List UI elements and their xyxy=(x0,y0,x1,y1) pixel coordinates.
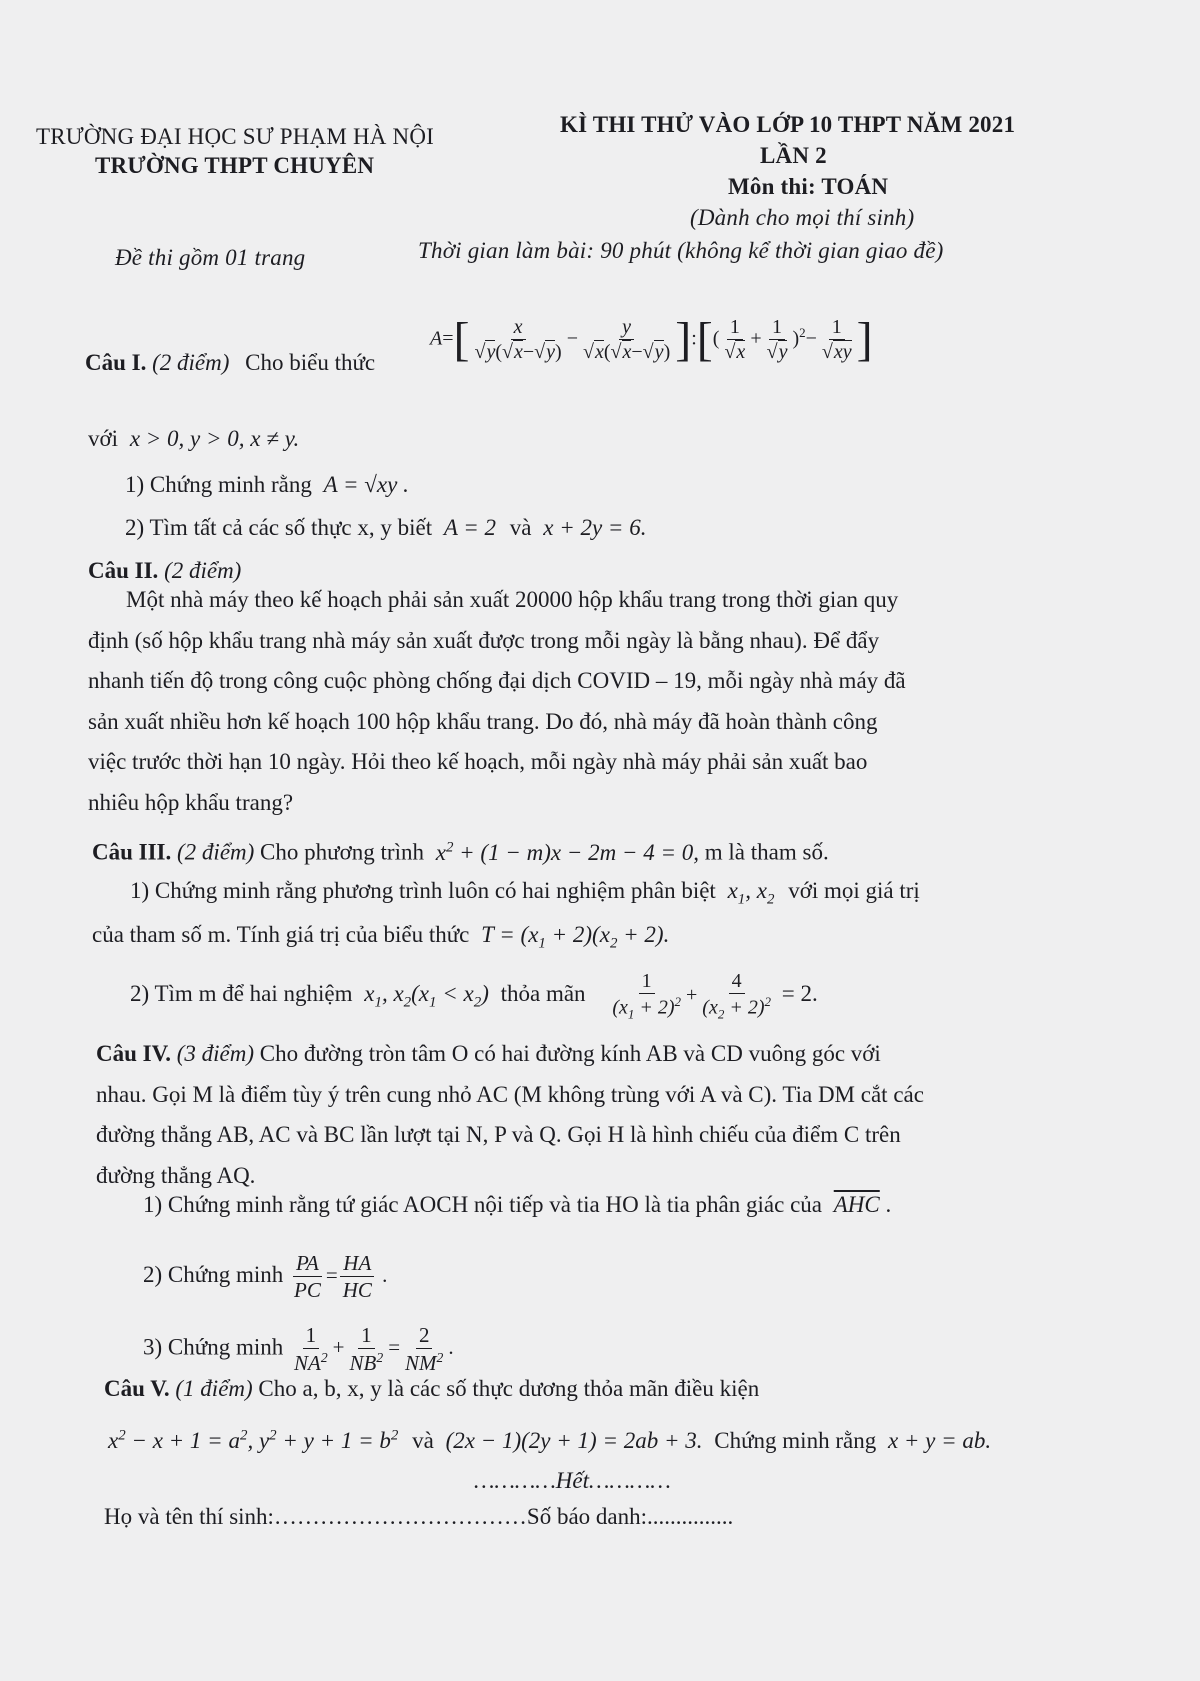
q2-points: (2 điểm) xyxy=(164,558,242,583)
exam-subject: Môn thi: TOÁN xyxy=(728,174,889,199)
q1-part2-text: 2) Tìm tất cả các số thực x, y biết xyxy=(125,515,433,540)
q2-body xyxy=(88,580,1070,823)
q1-condition xyxy=(88,424,299,454)
q4-line: Cho đường tròn tâm O có hai đường kính AB và CD vuông góc với xyxy=(259,1041,881,1066)
q4-part1-text: 1) Chứng minh rằng tứ giác AOCH nội tiếp và tia HO là tia phân giác của xyxy=(143,1192,822,1217)
q1-expression: A=[ $\frac{x}{√y(√x-√y)}$ − $\frac{y}{√x(√x-√y)}$ ]:[( $\frac{1}{√x}$ + $\frac{1}{√y}$ )$^2$− $\frac{1}{√xy}$ ] xyxy=(430,313,873,366)
q3-part2-eq: = 2. xyxy=(781,980,818,1006)
q3-part1-cont xyxy=(92,920,669,959)
q5-prove: Chứng minh rằng xyxy=(714,1427,877,1453)
q4-angle: $\overline{AHC}$ xyxy=(833,1192,880,1217)
candidate-info: Họ và tên thí sinh:……………………………Số báo danh:............... xyxy=(104,1504,734,1529)
q3-intro: Cho phương trình xyxy=(260,839,424,865)
q2-line: việc trước thời hạn 10 ngày. Hỏi theo kế hoạch, mỗi ngày nhà máy phải sản xuất bao xyxy=(88,749,868,774)
q2-line: nhanh tiến độ trong công cuộc phòng chống đại dịch COVID – 19, mỗi ngày nhà máy đã xyxy=(88,668,906,693)
school-name: TRƯỜNG ĐẠI HỌC SƯ PHẠM HÀ NỘI xyxy=(36,124,435,149)
q3-part2-text: 2) Tìm m để hai nghiệm xyxy=(130,980,353,1006)
q1-label: Câu I. xyxy=(85,350,147,375)
q2-line: Một nhà máy theo kế hoạch phải sản xuất 20000 hộp khẩu trang trong thời gian quy xyxy=(126,587,899,612)
q2-line: nhiêu hộp khẩu trang? xyxy=(88,789,294,815)
q5-cond2: (2x − 1)(2y + 1) = 2ab + 3. xyxy=(445,1427,703,1453)
q5-conditions: $x^2 - x + 1 = a^2$, $y^2 + y + 1 = b^2$ và (2x − 1)(2y + 1) = 2ab + 3. Chứng minh rằng x + y = ab. xyxy=(108,1427,992,1453)
q4-line: nhau. Gọi M là điểm tùy ý trên cung nhỏ AC (M không trùng với A và C). Tia DM cắt các xyxy=(96,1081,924,1107)
school-subname: TRƯỜNG THPT CHUYÊN xyxy=(95,153,375,178)
q5-label: Câu V. xyxy=(104,1376,170,1401)
q2-line: sản xuất nhiều hơn kế hoạch 100 hộp khẩu trang. Do đó, nhà máy đã hoàn thành công xyxy=(88,708,878,734)
q3-label: Câu III. xyxy=(92,839,172,865)
q4-points: (3 điểm) xyxy=(176,1041,255,1066)
q3-param: m là tham số. xyxy=(704,839,829,865)
q4-part1: 1) Chứng minh rằng tứ giác AOCH nội tiếp và tia HO là tia phân giác của $\overline{AHC}$ . xyxy=(143,1192,892,1217)
q1-part1-text: 1) Chứng minh rằng xyxy=(125,472,312,497)
q1-heading xyxy=(85,348,375,378)
q4-label: Câu IV. xyxy=(96,1041,171,1066)
q5-points: (1 điểm) xyxy=(175,1376,253,1401)
q3-heading xyxy=(92,832,829,868)
exam-audience: (Dành cho mọi thí sinh) xyxy=(690,205,915,230)
end-marker: …………Hết………… xyxy=(474,1468,671,1493)
q1-intro: Cho biểu thức xyxy=(245,350,376,375)
q1-part2 xyxy=(125,513,646,543)
q3-equation: $x^2 + (1 - m)x - 2m - 4 = 0$, xyxy=(435,839,700,865)
q3-T-expression: $T = (x_1 + 2)(x_2 + 2)$. xyxy=(481,922,670,952)
q5-and: và xyxy=(412,1427,434,1453)
time-note: Thời gian làm bài: 90 phút (không kể thời gian giao đề) xyxy=(418,238,944,263)
q4-part2-text: 2) Chứng minh xyxy=(143,1261,284,1287)
q3-part2-satisfy: thỏa mãn xyxy=(500,980,586,1006)
q1-part2-math1: A = 2 xyxy=(443,515,497,540)
q3-part1-cont-text: của tham số m. Tính giá trị của biểu thức xyxy=(92,922,470,947)
q3-part2-equation: $\frac{1}{(x_1 + 2)^2}$ + $\frac{4}{(x_2 + 2)^2}$ xyxy=(612,970,771,1022)
q5-intro: Cho a, b, x, y là các số thực dương thỏa mãn điều kiện xyxy=(258,1376,760,1401)
exam-title: KÌ THI THỬ VÀO LỚP 10 THPT NĂM 2021 xyxy=(560,112,1016,137)
q1-points: (2 điểm) xyxy=(152,350,230,375)
q4-line: đường thẳng AQ. xyxy=(96,1162,256,1188)
pages-note: Đề thi gồm 01 trang xyxy=(115,245,306,270)
q3-part1-text: 1) Chứng minh rằng phương trình luôn có hai nghiệm phân biệt xyxy=(130,878,716,903)
q3-part1: 1) Chứng minh rằng phương trình luôn có hai nghiệm phân biệt $x_1$, $x_2$ với mọi giá trị xyxy=(130,878,920,908)
q5-goal: x + y = ab. xyxy=(887,1427,992,1453)
q4-line: đường thẳng AB, AC và BC lần lượt tại N, P và Q. Gọi H là hình chiếu của điểm C trên xyxy=(96,1122,901,1147)
q2-line: định (số hộp khẩu trang nhà máy sản xuất được trong mỗi ngày là bằng nhau). Để đẩy xyxy=(88,627,880,653)
q1-part1-math: A = √xy . xyxy=(323,472,409,497)
q1-part2-and: và xyxy=(509,515,532,540)
q1-cond-prefix: với xyxy=(88,426,119,451)
q5-heading xyxy=(104,1374,759,1404)
exam-round: LẦN 2 xyxy=(760,143,827,168)
q1-part1 xyxy=(125,470,409,500)
q3-part2: 2) Tìm m để hai nghiệm $x_1$, $x_2(x_1 < x_2)$ thỏa mãn $\frac{1}{(x_1 + 2)^2}$ + $\frac{4}{(x_2 + 2)^2}$ = 2. xyxy=(130,970,818,1022)
q1-part2-math2: x + 2y = 6. xyxy=(543,515,647,540)
q1-cond: x > 0, y > 0, x ≠ y. xyxy=(129,426,300,451)
q4-body xyxy=(96,1034,1072,1196)
q3-part1-tail: với mọi giá trị xyxy=(788,878,920,903)
q3-points: (2 điểm) xyxy=(177,839,255,865)
q4-part2: 2) Chứng minh $\frac{PA}{PC}$ = $\frac{HA}{HC}$ . xyxy=(143,1251,388,1303)
q4-part3: 3) Chứng minh $\frac{1}{NA^2}$ + $\frac{1}{NB^2}$ = $\frac{2}{NM^2}$ . xyxy=(143,1323,454,1376)
q3-equation-tail: + (1 − m)x − 2m − 4 = 0, xyxy=(459,839,700,865)
q4-part3-text: 3) Chứng minh xyxy=(143,1334,284,1360)
q2-label: Câu II. xyxy=(88,558,159,583)
